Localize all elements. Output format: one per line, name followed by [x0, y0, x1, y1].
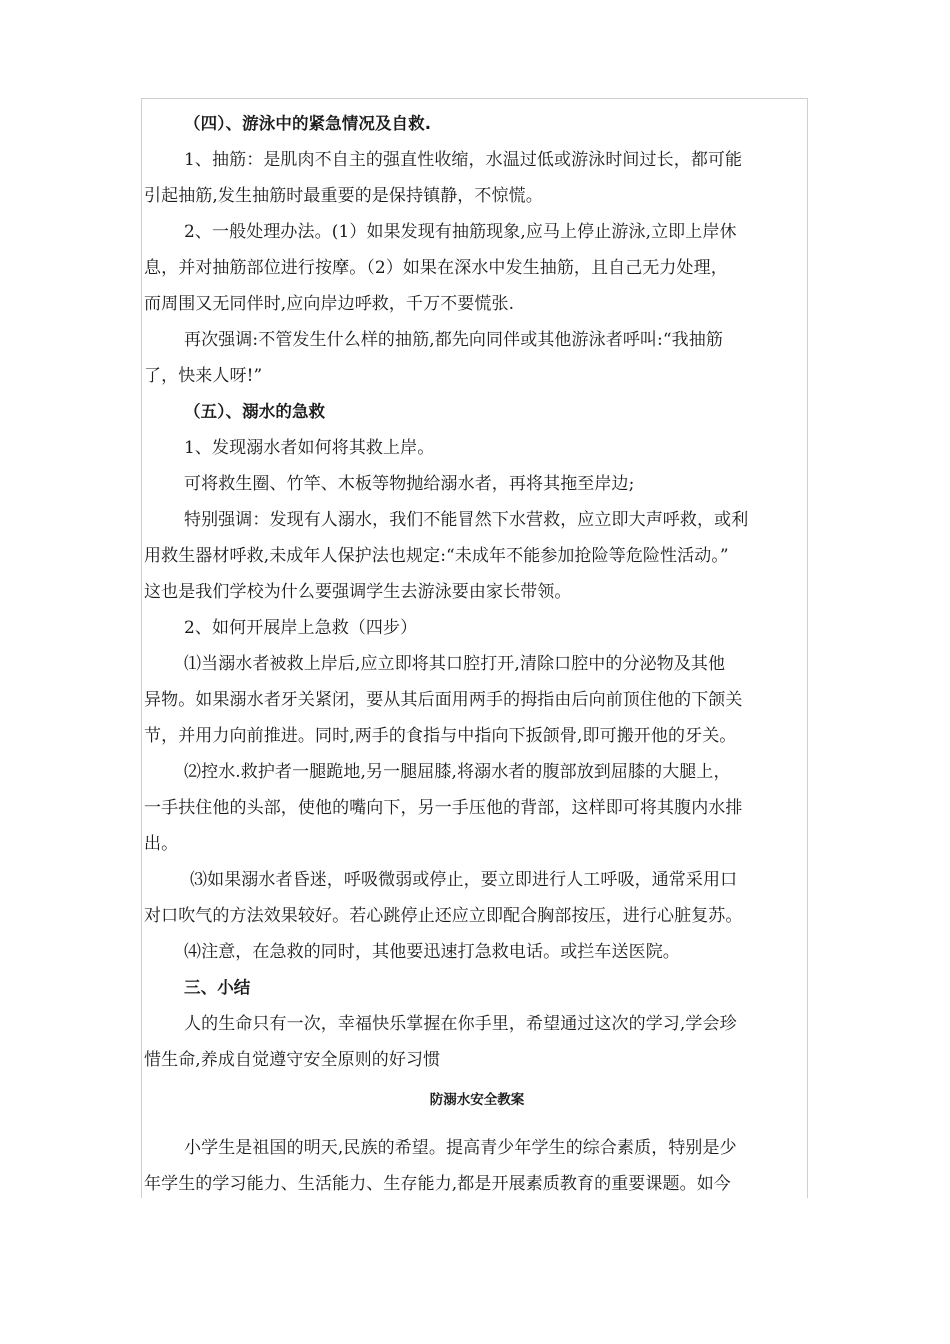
paragraph-line: 对口吹气的方法效果较好。若心跳停止还应立即配合胸部按压，进行心脏复苏。 [144, 906, 743, 926]
paragraph-line: 再次强调:不管发生什么样的抽筋,都先向同伴或其他游泳者呼叫:“我抽筋 [184, 330, 723, 350]
paragraph-line: ⑵控水.救护者一腿跪地,另一腿屈膝,将溺水者的腹部放到屈膝的大腿上， [184, 762, 731, 782]
paragraph-line: 出。 [144, 834, 179, 854]
paragraph-line: ⑴当溺水者被救上岸后,应立即将其口腔打开,清除口腔中的分泌物及其他 [184, 654, 726, 674]
paragraph-line: 1、抽筋：是肌肉不自主的强直性收缩，水温过低或游泳时间过长，都可能 [184, 150, 743, 170]
section-5-heading: （五）、溺水的急救 [184, 402, 326, 421]
paragraph-line: 惜生命,养成自觉遵守安全原则的好习惯 [144, 1050, 441, 1070]
paragraph-line: 一手扶住他的头部，使他的嘴向下，另一手压他的背部，这样即可将其腹内水排 [144, 798, 743, 818]
paragraph-line: ⑶如果溺水者昏迷，呼吸微弱或停止，要立即进行人工呼吸，通常采用口 [190, 870, 738, 890]
paragraph-line: 异物。如果溺水者牙关紧闭，要从其后面用两手的拇指由后向前顶住他的下颌关 [144, 690, 743, 710]
paragraph-line: 节，并用力向前推进。同时,两手的食指与中指向下扳颌骨,即可搬开他的牙关。 [144, 726, 737, 746]
paragraph-line: 用救生器材呼救,未成年人保护法也规定:“未成年不能参加抢险等危险性活动。” [144, 546, 729, 566]
paragraph-line: 2、一般处理办法。(1）如果发现有抽筋现象,应马上停止游泳,立即上岸休 [184, 222, 737, 242]
paragraph-line: 2、如何开展岸上急救（四步） [184, 618, 418, 638]
paragraph-line: 了，快来人呀!” [144, 366, 263, 386]
paragraph-line: 可将救生圈、竹竿、木板等物抛给溺水者，再将其拖至岸边; [184, 474, 635, 494]
paragraph-line: 引起抽筋,发生抽筋时最重要的是保持镇静，不惊慌。 [144, 186, 543, 206]
section-4-heading: （四）、游泳中的紧急情况及自救. [184, 114, 432, 133]
paragraph-line: 小学生是祖国的明天,民族的希望。提高青少年学生的综合素质，特别是少 [184, 1138, 737, 1158]
paragraph-line: 特别强调：发现有人溺水，我们不能冒然下水营救，应立即大声呼救，或利 [184, 510, 749, 530]
paragraph-line: 年学生的学习能力、生活能力、生存能力,都是开展素质教育的重要课题。如今 [144, 1174, 731, 1194]
paragraph-line: 人的生命只有一次，幸福快乐掌握在你手里，希望通过这次的学习,学会珍 [184, 1014, 737, 1034]
document-title: 防溺水安全教案 [429, 1092, 525, 1108]
paragraph-line: 而周围又无同伴时,应向岸边呼救，千万不要慌张. [144, 294, 515, 314]
document-body [144, 106, 810, 1202]
paragraph-line: 这也是我们学校为什么要强调学生去游泳要由家长带领。 [144, 582, 572, 602]
section-3-heading: 三、小结 [184, 978, 251, 997]
paragraph-line: 息，并对抽筋部位进行按摩。（2）如果在深水中发生抽筋，且自己无力处理， [144, 258, 728, 278]
paragraph-line: ⑷注意，在急救的同时，其他要迅速打急救电话。或拦车送医院。 [184, 942, 680, 962]
paragraph-line: 1、发现溺水者如何将其救上岸。 [184, 438, 435, 458]
